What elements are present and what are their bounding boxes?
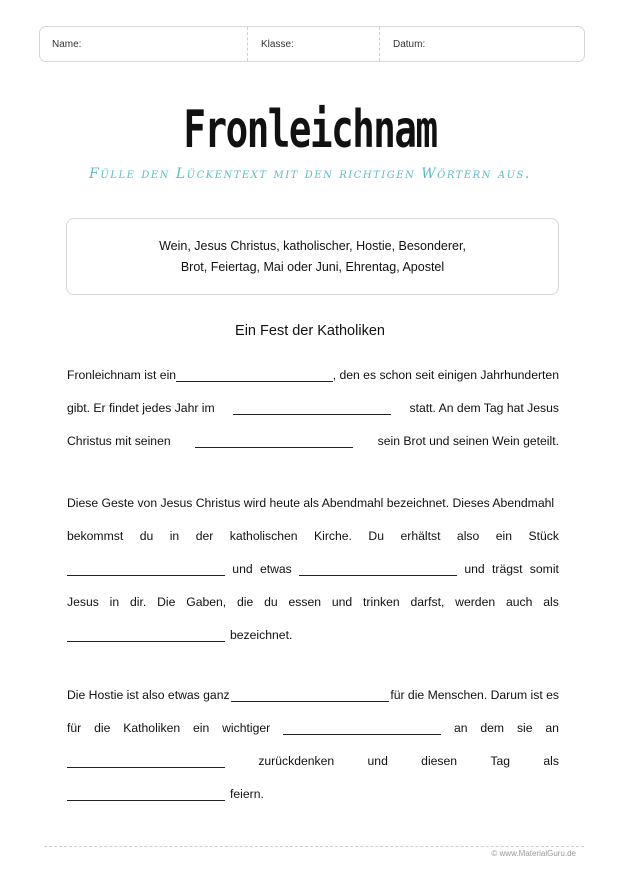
text-segment: und bbox=[232, 562, 253, 576]
page-subtitle: Fülle den Lückentext mit den richtigen Wörtern aus. bbox=[89, 166, 531, 182]
text-segment: und bbox=[331, 595, 353, 609]
text-segment: du bbox=[264, 595, 278, 609]
text-segment: gibt. Er findet jedes Jahr im bbox=[67, 401, 215, 415]
gap-blank[interactable] bbox=[283, 721, 441, 735]
text-segment: in bbox=[169, 529, 180, 543]
paragraph-3 bbox=[67, 669, 559, 801]
text-segment: bezeichnet. bbox=[230, 628, 293, 642]
text-segment: etwas bbox=[259, 562, 292, 576]
text-line bbox=[67, 415, 559, 448]
text-segment: in bbox=[109, 595, 120, 609]
footer-copyright: © www.MaterialGuru.de bbox=[491, 849, 576, 858]
text-line bbox=[67, 349, 559, 382]
text-segment: dem bbox=[480, 721, 505, 735]
page-title: Fronleichnam bbox=[183, 100, 437, 160]
text-segment: und bbox=[464, 562, 485, 576]
text-segment: essen bbox=[288, 595, 322, 609]
text-segment: , den es schon seit einigen Jahrhunderten bbox=[332, 368, 559, 382]
word-bank-line: Brot, Feiertag, Mai oder Juni, Ehrentag, Apostel bbox=[180, 259, 445, 274]
text-segment: diesen bbox=[421, 754, 458, 768]
paragraph-1 bbox=[67, 349, 559, 448]
text-segment: Die bbox=[157, 595, 176, 609]
text-segment: Diese Geste von Jesus Christus wird heute als Abendmahl bezeichnet. Dieses Abendmahl bbox=[67, 496, 555, 510]
text-segment: Katholiken bbox=[123, 721, 181, 735]
text-line bbox=[67, 382, 559, 415]
gap-blank[interactable] bbox=[176, 368, 333, 382]
gap-blank[interactable] bbox=[233, 401, 391, 415]
divider bbox=[379, 27, 381, 61]
text-segment: Gaben, bbox=[186, 595, 227, 609]
date-label: Datum: bbox=[393, 38, 426, 50]
text-segment: Kirche. bbox=[314, 529, 352, 543]
text-segment: darfst, bbox=[410, 595, 445, 609]
gap-blank[interactable] bbox=[67, 787, 225, 801]
gap-blank[interactable] bbox=[67, 754, 225, 768]
text-line bbox=[67, 543, 559, 576]
text-segment: wichtiger bbox=[222, 721, 271, 735]
text-segment: die bbox=[94, 721, 111, 735]
text-segment: erhältst bbox=[400, 529, 441, 543]
text-segment: Jesus bbox=[67, 595, 99, 609]
text-segment: zurückdenken bbox=[258, 754, 335, 768]
text-line bbox=[67, 477, 559, 510]
text-line bbox=[67, 609, 559, 642]
text-segment: an bbox=[453, 721, 468, 735]
text-segment: ein bbox=[193, 721, 210, 735]
text-segment: Die Hostie ist also etwas ganz bbox=[67, 688, 230, 702]
text-segment: ein bbox=[495, 529, 513, 543]
text-segment: an bbox=[545, 721, 559, 735]
text-segment: somit bbox=[529, 562, 559, 576]
text-segment: Fronleichnam ist ein bbox=[67, 368, 177, 382]
text-segment: auch bbox=[505, 595, 533, 609]
text-segment: sein Brot und seinen Wein geteilt. bbox=[377, 434, 559, 448]
text-segment: Tag bbox=[490, 754, 511, 768]
text-segment: du bbox=[139, 529, 154, 543]
text-segment: sie bbox=[516, 721, 533, 735]
text-segment: trägst bbox=[492, 562, 523, 576]
text-segment: werden bbox=[455, 595, 496, 609]
class-label: Klasse: bbox=[261, 38, 294, 50]
gap-blank[interactable] bbox=[67, 562, 225, 576]
footer-divider bbox=[44, 846, 584, 847]
gap-blank[interactable] bbox=[231, 688, 389, 702]
text-segment: für bbox=[67, 721, 82, 735]
text-segment: für die Menschen. Darum ist es bbox=[390, 688, 559, 702]
text-segment: der bbox=[195, 529, 214, 543]
gap-blank[interactable] bbox=[299, 562, 457, 576]
word-bank-line: Wein, Jesus Christus, katholischer, Hostie, Besonderer, bbox=[159, 238, 466, 253]
word-bank bbox=[66, 218, 559, 295]
text-segment: feiern. bbox=[230, 787, 264, 801]
text-segment: und bbox=[367, 754, 388, 768]
text-segment: Christus mit seinen bbox=[67, 434, 171, 448]
section-title: Ein Fest der Katholiken bbox=[235, 323, 385, 339]
text-segment: statt. An dem Tag hat Jesus bbox=[409, 401, 559, 415]
text-segment: als bbox=[543, 595, 559, 609]
paragraph-2 bbox=[67, 477, 559, 642]
text-segment: katholischen bbox=[229, 529, 298, 543]
text-segment: als bbox=[543, 754, 559, 768]
text-segment: die bbox=[237, 595, 254, 609]
text-segment: dir. bbox=[130, 595, 147, 609]
gap-blank[interactable] bbox=[195, 434, 353, 448]
text-segment: Stück bbox=[528, 529, 559, 543]
text-line bbox=[67, 735, 559, 768]
text-line bbox=[67, 669, 559, 702]
text-segment: also bbox=[456, 529, 480, 543]
text-segment: Du bbox=[368, 529, 385, 543]
gap-blank[interactable] bbox=[67, 628, 225, 642]
divider bbox=[247, 27, 249, 61]
text-segment: trinken bbox=[363, 595, 400, 609]
name-label: Name: bbox=[52, 38, 82, 50]
text-line bbox=[67, 702, 559, 735]
student-info-box bbox=[39, 26, 585, 62]
text-segment: bekommst bbox=[67, 529, 124, 543]
text-line bbox=[67, 510, 559, 543]
text-line bbox=[67, 768, 559, 801]
text-line bbox=[67, 576, 559, 609]
